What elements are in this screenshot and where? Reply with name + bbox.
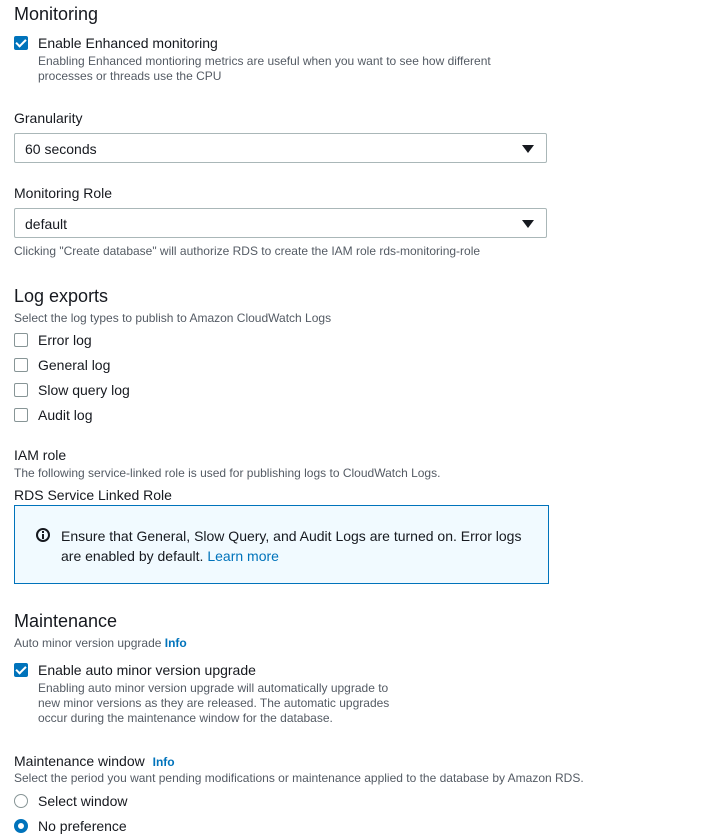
auto-upgrade-text: Auto minor version upgrade <box>14 636 162 650</box>
monitoring-role-value: default <box>25 216 68 232</box>
slow-query-log-label[interactable]: Slow query log <box>38 382 130 398</box>
monitoring-heading: Monitoring <box>14 4 99 24</box>
enhanced-monitoring-checkbox[interactable] <box>14 36 28 50</box>
maintenance-window-info-link[interactable]: Info <box>152 755 175 769</box>
audit-log-label[interactable]: Audit log <box>38 407 93 423</box>
maintenance-window-label <box>14 753 175 769</box>
monitoring-role-label: Monitoring Role <box>14 185 113 201</box>
auto-upgrade-desc-1: Enabling auto minor version upgrade will automatically upgrade to <box>38 681 389 695</box>
general-log-checkbox[interactable] <box>14 358 28 372</box>
granularity-value: 60 seconds <box>25 141 97 157</box>
enhanced-monitoring-desc-1: Enabling Enhanced montioring metrics are useful when you want to see how different <box>38 54 491 68</box>
learn-more-link[interactable]: Learn more <box>207 548 279 564</box>
iam-role-heading: IAM role <box>14 447 67 463</box>
caret-down-icon <box>522 145 534 153</box>
monitoring-role-note: Clicking "Create database" will authorize RDS to create the IAM role rds-monitoring-role <box>14 244 481 258</box>
iam-role-desc: The following service-linked role is used for publishing logs to CloudWatch Logs. <box>14 466 441 480</box>
no-preference-radio[interactable] <box>14 819 28 833</box>
granularity-label: Granularity <box>14 110 83 126</box>
maintenance-window-desc: Select the period you want pending modifications or maintenance applied to the database by Amazon RDS. <box>14 771 584 785</box>
log-exports-heading: Log exports <box>14 286 109 306</box>
caret-down-icon <box>522 220 534 228</box>
service-linked-role-name: RDS Service Linked Role <box>14 487 172 503</box>
auto-upgrade-label <box>14 636 187 651</box>
log-notice-line2: are enabled by default. <box>61 548 204 564</box>
monitoring-role-select[interactable] <box>14 208 547 238</box>
error-log-label[interactable]: Error log <box>38 332 92 348</box>
enhanced-monitoring-label[interactable]: Enable Enhanced monitoring <box>38 35 218 51</box>
granularity-select[interactable] <box>14 133 547 163</box>
auto-upgrade-desc-2: new minor versions as they are released. The automatic upgrades <box>38 696 390 710</box>
error-log-checkbox[interactable] <box>14 333 28 347</box>
log-notice-line1: Ensure that General, Slow Query, and Audit Logs are turned on. Error logs <box>61 528 522 544</box>
select-window-label[interactable]: Select window <box>38 793 128 809</box>
auto-upgrade-info-link[interactable]: Info <box>164 636 187 650</box>
log-exports-desc: Select the log types to publish to Amazon CloudWatch Logs <box>14 311 332 325</box>
log-notice-alert <box>14 505 549 584</box>
maintenance-heading: Maintenance <box>14 611 118 631</box>
select-window-radio[interactable] <box>14 794 28 808</box>
audit-log-checkbox[interactable] <box>14 408 28 422</box>
enhanced-monitoring-desc-2: processes or threads use the CPU <box>38 69 222 83</box>
no-preference-label[interactable]: No preference <box>38 818 127 834</box>
info-icon <box>36 528 50 542</box>
log-notice-text <box>61 526 541 566</box>
general-log-label[interactable]: General log <box>38 357 111 373</box>
auto-upgrade-enable-label[interactable]: Enable auto minor version upgrade <box>38 662 256 678</box>
maintenance-window-text: Maintenance window <box>14 753 145 769</box>
slow-query-log-checkbox[interactable] <box>14 383 28 397</box>
auto-upgrade-desc-3: occur during the maintenance window for the database. <box>38 711 333 725</box>
auto-upgrade-checkbox[interactable] <box>14 663 28 677</box>
